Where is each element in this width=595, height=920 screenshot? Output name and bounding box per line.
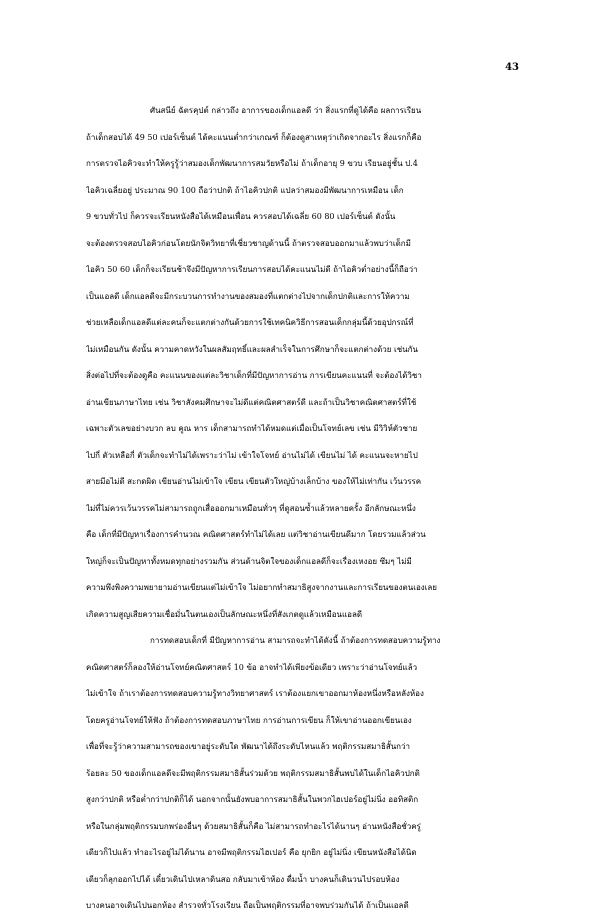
paragraph-line: อ่านเขียนภาษาไทย เช่น วิชาสังคมศึกษาจะไม่ดีแต่คณิตศาสตร์ดี และถ้าเป็นวิชาคณิตศาสตร์ที่ใช้ (86, 397, 417, 407)
paragraph-line: การตรวจไอคิวจะทำให้ครูรู้ว่าสมองเด็กพัฒนาการสมวัยหรือไม่ ถ้าเด็กอายุ 9 ขวบ เรียนอยู่ชั้น ป.4 (86, 159, 418, 168)
paragraph-line: คือ เด็กที่มีปัญหาเรื่องการคำนวณ คณิตศาสตร์ทำไม่ได้เลย แต่วิชาอ่านเขียนดีมาก โดยรวมแล้วส่วน (86, 530, 426, 539)
paragraph-line: สายมีอไม่ดี สะกดผิด เขียนอ่านไม่เข้าใจ เขียน เขียนตัวใหญ่บ้างเล็กบ้าง ของให้ไม่เท่ากัน เว้นวรรค (86, 477, 422, 486)
document-body (86, 98, 522, 920)
paragraph-line: ไม่ที่ไม่ควรเว้นวรรคไม่สามารถถูกเสื่อออกมาเหมือนทั่วๆ ที่ดูสอนซ้ำแล้วหลายครั้ง อีกลักษณะหนึ่ง (86, 503, 416, 513)
paragraph-line: จะต้องตรวจสอบไอคิวก่อนโดยนักจิตวิทยาที่เชี่ยวชาญด้านนี้ ถ้าตรวจสอบออกมาแล้วพบว่าเด็กมี (86, 238, 411, 248)
paragraph-line: สิ่งต่อไปที่จะต้องดูคือ คะแนนของแต่ละวิชาเด็กที่มีปัญหาการอ่าน การเขียนคะแนนที่ จะต้องได้วิชา (86, 371, 422, 380)
paragraph-line: คณิตศาสตร์ก็ลองให้อ่านโจทย์คณิตศาสตร์ 10 ข้อ อาจทำได้เพียงข้อเดียว เพราะว่าอ่านโจทย์แล้ว (86, 662, 418, 672)
paragraph-line: เดียวก็ไปแล้ว ทำอะไรอยู่ไม่ได้นาน อาจมีพฤติกรรมไฮเปอร์ คือ ยุกยิก อยู่ไม่นิ่ง เขียนหนังสือได้นิด (86, 848, 417, 857)
paragraph-line: 9 ขวบทั่วไป ก็ควรจะเรียนหนังสือได้เหมือนเพื่อน ควรสอบได้เฉลี่ย 60 80 เปอร์เซ็นต์ ดังนั้น (86, 212, 396, 221)
paragraph-line: ร้อยละ 50 ของเด็กแอลดีจะมีพฤติกรรมสมาธิสั้นร่วมด้วย พฤติกรรมสมาธิสั้นพบได้ในเด็กไอคิวปกติ (86, 768, 420, 778)
paragraph-2 (86, 628, 522, 920)
paragraph-line: ศันสนีย์ ฉัตรคุปต์ กล่าวถึง อาการของเด็กแอลดี ว่า สิ่งแรกที่ดูได้คือ ผลการเรียน (150, 106, 422, 115)
paragraph-line: เฉพาะตัวเลขอย่างบวก ลบ คูณ หาร เด็กสามารถทำได้หมดแต่เมื่อเป็นโจทย์เลข เช่น มีวิวิห์ตัวชาย (86, 424, 418, 433)
paragraph-line: ไม่เข้าใจ ถ้าเราต้องการทดสอบความรู้ทางวิทยาศาสตร์ เราต้องแยกเขาออกมาห้องหนึ่งหรือหลังห้อง (86, 689, 424, 698)
paragraph-line: สูงกว่าปกติ หรือต่ำกว่าปกติก็ได้ นอกจากนั้นยังพบอาการสมาธิสั้นในพวกไฮเปอร์อยู่ไม่นิ่ง ออทิสติก (86, 795, 419, 804)
paragraph-line: หรือในกลุ่มพฤติกรรมบกพร่องอื่นๆ ด้วยสมาธิสั้นก็คือ ไม่สามารถทำอะไรได้นานๆ อ่านหนังสือชั่วครู่ (86, 821, 421, 831)
paragraph-line: เดียวก็ลุกออกไปได้ เดี๋ยวเดินไปเหลาดินสอ กลับมาเข้าห้อง ดื่มน้ำ บางคนก็เดินวนไปรอบห้อง (86, 874, 400, 884)
paragraph-line: เกิดความสูญเสียความเชื่อมั่นในตนเองเป็นลักษณะหนึ่งที่สังเกตดูแล้วเหมือนแอลดี (86, 609, 363, 619)
paragraph-line: ไม่เหมือนกัน ดังนั้น ความคาดหวังในผลสัมฤทธิ์และผลสำเร็จในการศึกษาก็จะแตกต่างด้วย เช่นกัน (86, 344, 418, 354)
paragraph-line: การทดสอบเด็กที่ มีปัญหาการอ่าน สามารถจะทำได้ดังนี้ ถ้าต้องการทดสอบความรู้ทาง (150, 636, 441, 645)
paragraph-line: ถ้าเด็กสอบได้ 49 50 เปอร์เซ็นต์ ได้คะแนนต่ำกว่าเกณฑ์ ก็ต้องดูสาเหตุว่าเกิดจากอะไร สิ่งแรกก็คือ (86, 132, 422, 142)
paragraph-line: บางคนอาจเดินไปนอกห้อง สำรวจทั่วโรงเรียน ถือเป็นพฤติกรรมที่อาจพบร่วมกันได้ ถ้าเป็นแอลดี (86, 901, 409, 910)
paragraph-line: เป็นแอลดี เด็กแอลดีจะมีกระบวนการทำงานของสมองที่แตกต่างไปจากเด็กปกติและการให้ความ (86, 291, 410, 301)
page-number: 43 (505, 62, 519, 73)
paragraph-1 (86, 98, 522, 628)
paragraph-line: ความพึงพิงความพยายามอ่านเขียนแต่ไม่เข้าใจ ไม่อยากทำสมาธิสูงจากงานและการเรียนของตนเองเลย (86, 583, 437, 592)
paragraph-line: ไอคิวเฉลี่ยอยู่ ประมาณ 90 100 ถือว่าปกติ ถ้าไอคิวปกติ แปลว่าสมองมีพัฒนาการเหมือน เด็ก (86, 185, 404, 195)
paragraph-line: ไอคิว 50 60 เด็กก็จะเรียนช้าจึงมีปัญหาการเรียนการสอบได้คะแนนไม่ดี ถ้าไอคิวต่ำอย่างนี้ก็ถือว่า (86, 265, 418, 274)
paragraph-line: เพื่อที่จะรู้ว่าความสามารถของเขาอยู่ระดับใด พัฒนาได้ถึงระดับไหนแล้ว พฤติกรรมสมาธิสั้นกว่า (86, 742, 411, 751)
paragraph-line: ไปกี่ ตัวเหลือกี่ ตัวเด็กจะทำไม่ได้เพราะว่าไม่ เข้าใจโจทย์ อ่านไม่ได้ เขียนไม่ ได้ คะแนนจะหายไป (86, 450, 418, 460)
paragraph-line: ช่วยเหลือเด็กแอลดีแต่ละคนก็จะแตกต่างกันด้วยการใช้เทคนิควิธีการสอนเด็กกลุ่มนี้ด้วยอุปกรณ์ที่ (86, 318, 414, 327)
paragraph-line: ใหญ่ก็จะเป็นปัญหาทั้งหมดทุกอย่างรวมกัน ส่วนด้านจิตใจของเด็กแอลดีก็จะเรื่องเหงอย ซึมๆ ไม่มี (86, 556, 412, 566)
paragraph-line: โดยครูอ่านโจทย์ให้ฟัง ถ้าต้องการทดสอบภาษาไทย การอ่านการเขียน ก็ให้เขาอ่านออกเขียนเอง (86, 715, 412, 725)
